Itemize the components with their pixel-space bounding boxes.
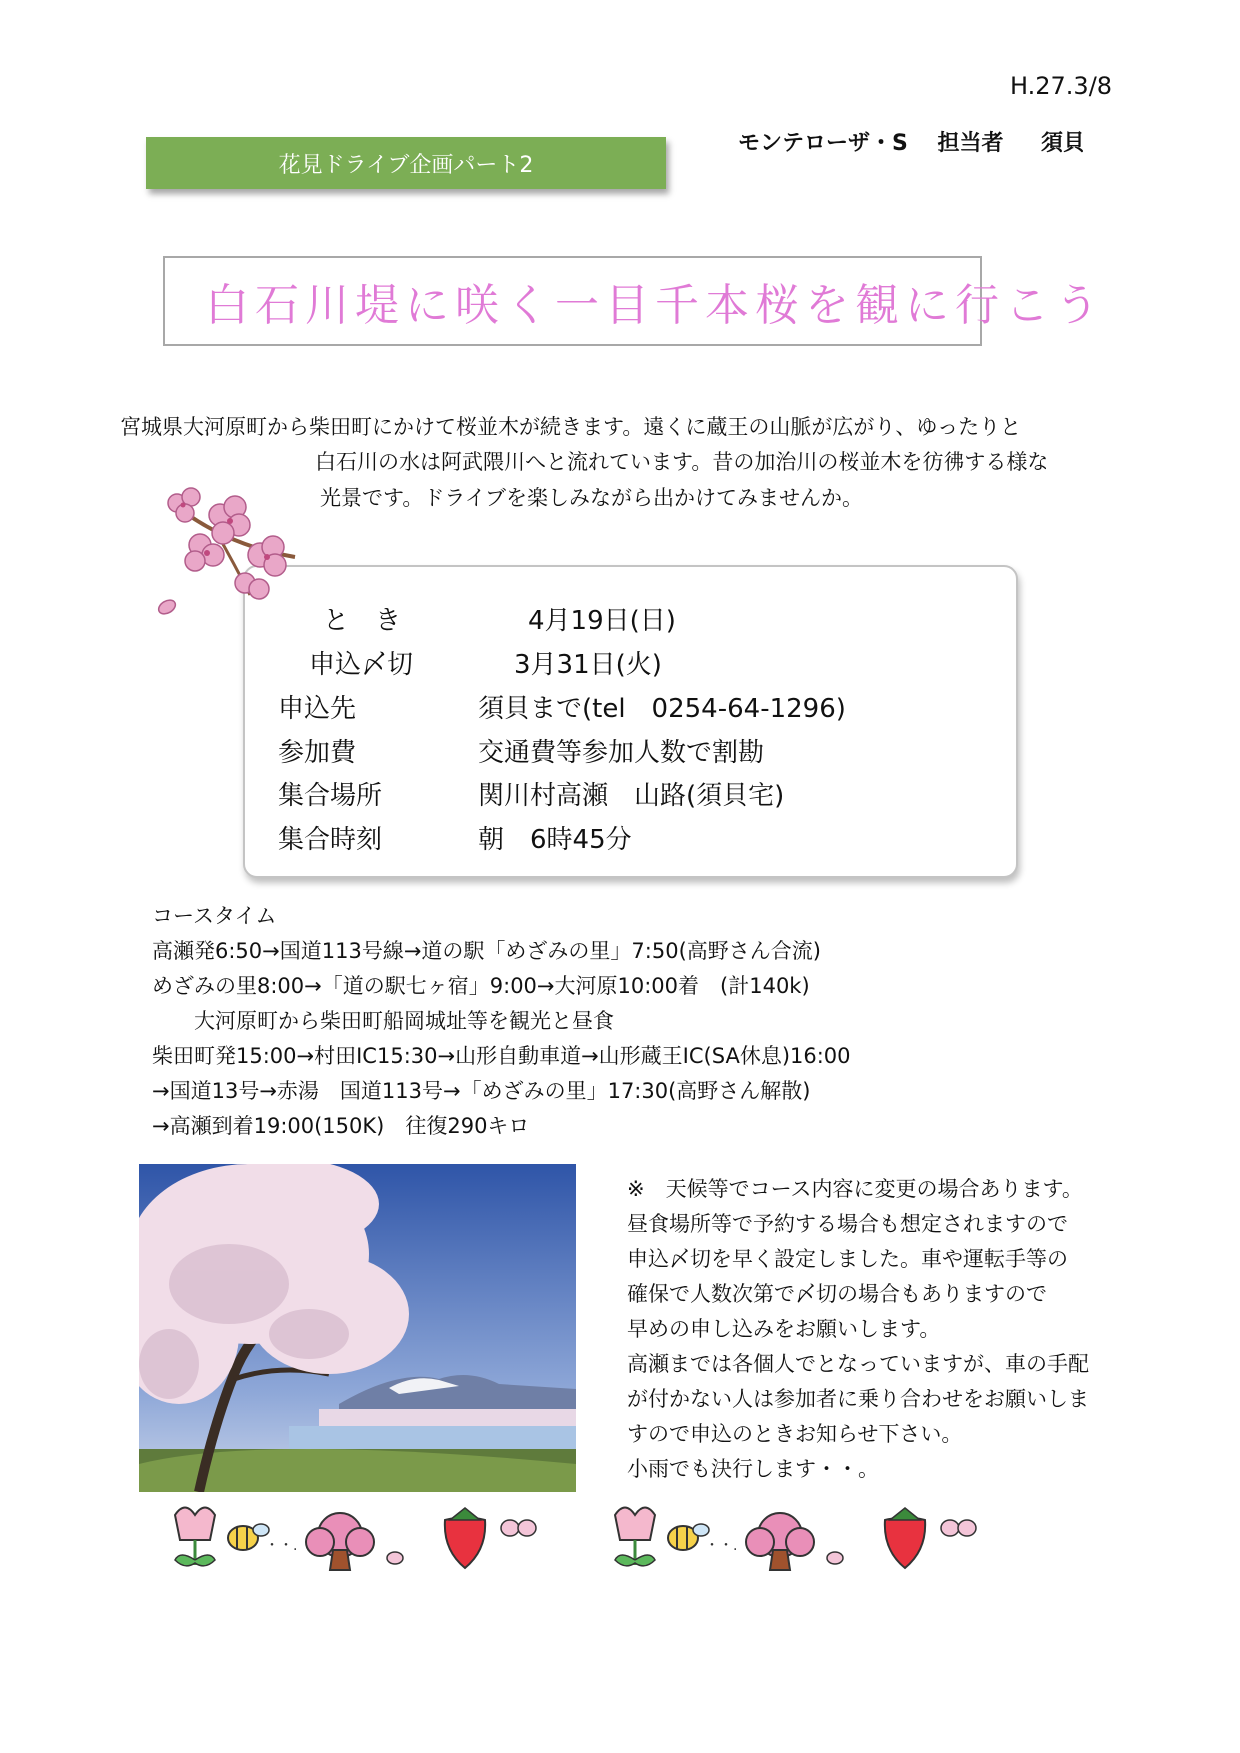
cherry-blossom-branch-icon <box>155 485 300 620</box>
intro-line-3: 光景です。ドライブを楽しみながら出かけてみませんか。 <box>320 486 864 510</box>
page-title: 白石川堤に咲く一目千本桜を観に行こう <box>205 280 1105 331</box>
note-line: すので申込のときお知らせ下さい。 <box>627 1422 963 1446</box>
course-heading: コースタイム <box>152 904 277 928</box>
info-label-date: と き <box>323 606 402 636</box>
svg-text:・・.: ・・. <box>705 1538 738 1554</box>
course-line: 高瀬発6:50→国道113号線→道の駅「めざみの里」7:50(高野さん合流) <box>152 939 821 963</box>
course-line: めざみの里8:00→「道の駅七ヶ宿」9:00→大河原10:00着 (計140k) <box>152 974 810 998</box>
info-label-place: 集合場所 <box>278 781 383 811</box>
course-line: →国道13号→赤湯 国道113号→「めざみの里」17:30(高野さん解散) <box>152 1079 811 1103</box>
info-label-time: 集合時刻 <box>278 825 383 855</box>
plan-banner <box>146 137 666 189</box>
event-info-box <box>243 565 1018 878</box>
info-value-date: 4月19日(日) <box>528 606 676 636</box>
intro-line-1: 宮城県大河原町から柴田町にかけて桜並木が続きます。遠くに蔵王の山脈が広がり、ゆったりと <box>120 415 1022 439</box>
butterfly-icon <box>501 1520 536 1536</box>
info-label-fee: 参加費 <box>278 738 357 768</box>
cherry-tree-photo <box>139 1164 576 1492</box>
note-line: 申込〆切を早く設定しました。車や運転手等の <box>627 1247 1068 1271</box>
note-line: 早めの申し込みをお願いします。 <box>627 1317 941 1341</box>
document-date: H.27.3/8 <box>1010 72 1113 100</box>
organization-contact: モンテローザ・S 担当者 須貝 <box>738 131 1085 156</box>
title-box <box>163 256 1105 346</box>
info-label-deadline: 申込〆切 <box>309 650 414 680</box>
banner-label: 花見ドライブ企画パート2 <box>278 152 534 178</box>
info-value-time: 朝 6時45分 <box>478 825 632 855</box>
info-value-place: 関川村高瀬 山路(須貝宅) <box>478 781 785 811</box>
note-line: ※ 天候等でコース内容に変更の場合あります。 <box>627 1177 1083 1201</box>
note-line: 高瀬までは各個人でとなっていますが、車の手配 <box>627 1352 1089 1376</box>
info-label-contact: 申込先 <box>278 694 357 724</box>
note-line: 確保で人数次第で〆切の場合もありますので <box>627 1282 1047 1306</box>
tulip-icon <box>175 1508 215 1566</box>
note-line: 小雨でも決行します・・。 <box>627 1457 879 1481</box>
info-value-contact: 須貝まで(tel 0254-64-1296) <box>478 694 846 724</box>
svg-text:・・.: ・・. <box>265 1538 298 1554</box>
intro-line-2: 白石川の水は阿武隈川へと流れています。昔の加治川の桜並木を彷彿する様な <box>315 450 1049 474</box>
info-value-fee: 交通費等参加人数で割勘 <box>478 738 765 768</box>
course-line: →高瀬到着19:00(150K) 往復290キロ <box>152 1114 530 1138</box>
note-line: が付かない人は参加者に乗り合わせをお願いしま <box>627 1387 1089 1411</box>
decorative-border <box>165 1500 1045 1575</box>
course-line: 大河原町から柴田町船岡城址等を観光と昼食 <box>152 1009 614 1033</box>
info-value-deadline: 3月31日(火) <box>514 650 662 680</box>
bee-icon <box>228 1524 297 1554</box>
course-line: 柴田町発15:00→村田IC15:30→山形自動車道→山形蔵王IC(SA休息)16:00 <box>152 1044 851 1068</box>
sakura-tree-icon <box>306 1513 403 1570</box>
note-line: 昼食場所等で予約する場合も想定されますので <box>627 1212 1068 1236</box>
strawberry-icon <box>445 1508 485 1568</box>
